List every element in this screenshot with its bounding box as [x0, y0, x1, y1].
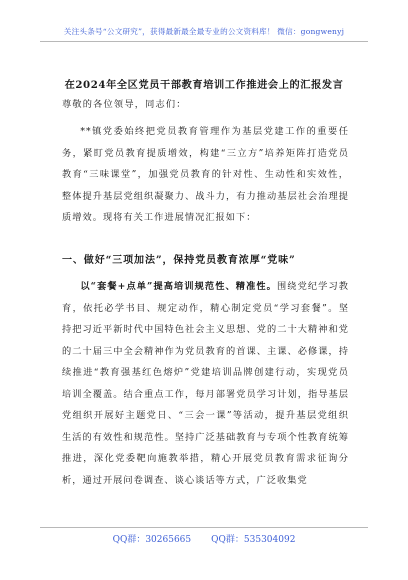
section-heading-1: 一、做好“三项加法”，保持党员教育浓厚“党味”	[62, 255, 296, 266]
footer-divider	[40, 527, 368, 528]
paragraph-lead-sentence: 以“套餐+点单”提高培训规范性、精准性。	[80, 281, 277, 292]
paragraph-body-text: 围绕党纪学习教育，依托必学书目、规定动作，精心制定党员“学习套餐”。坚持把习近平新时代中国特色社会主义思想、党的二十大精神和党的二十届三中全会精神作为党员教育的首课、主课、必修课，持续推进“教育强基红色熔炉”党建培训品牌创建行动，实现党员培训全覆盖。结合重点工作，每月部署党员学习计划，指导基层党组织开展好主题党日、“三会一课”等活动，提升基层党组织生活的有效性和规范性。坚持广泛基础教育与专项个性教育统筹推进，深化党委靶向施教举措，精心开展党员教育需求征询分析，通过开展问卷调查、谈心谈话等方式，广泛收集党	[62, 281, 349, 486]
body-paragraph-intro: **镇党委始终把党员教育管理作为基层党建工作的重要任务，紧盯党员教育提质增效，构建“三立方”培养矩阵打造党员教育“三味课堂”，加强党员教育的针对性、生动性和实效性，整体提升基层党组织凝聚力、战斗力，有力推动基层社会治理提质增效。现将有关工作进展情况汇报如下：	[62, 126, 349, 223]
header-divider	[40, 41, 368, 42]
body-paragraph-training	[62, 276, 349, 491]
footer-contact	[0, 532, 408, 545]
salutation: 尊敬的各位领导，同志们：	[62, 99, 187, 110]
qq-group-2: QQ群：535304092	[211, 535, 296, 545]
header-promo-note: 关注头条号“公文研究”，获得最新最全最专业的公文资料库！ 微信：gongwenyj	[63, 27, 345, 36]
document-title: 在2024年全区党员干部教育培训工作推进会上的汇报发言	[64, 79, 344, 91]
qq-group-1: QQ群：30265665	[112, 535, 192, 545]
